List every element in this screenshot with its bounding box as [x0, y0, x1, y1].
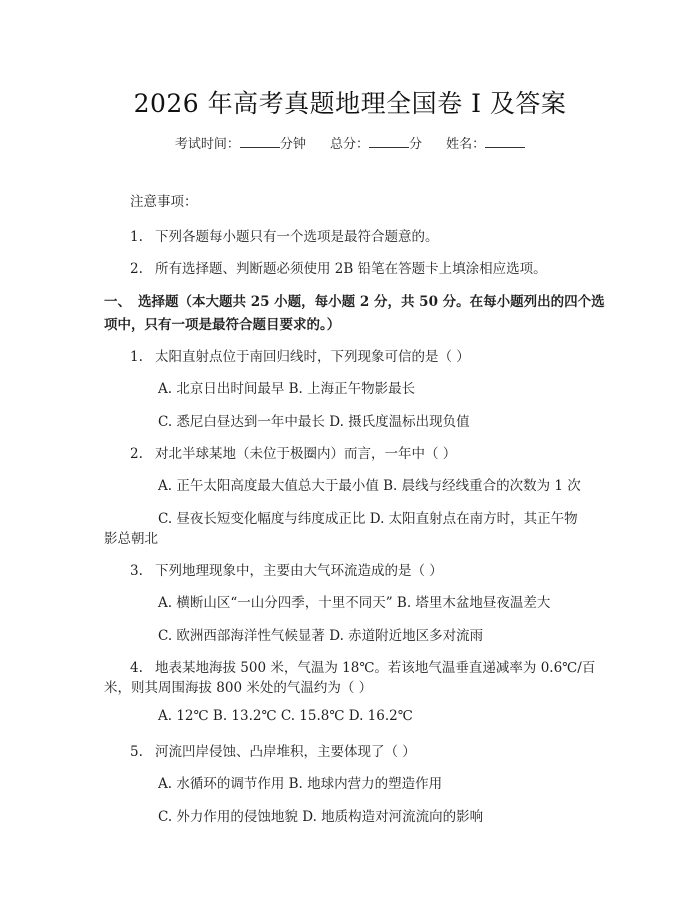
name-label: 姓名：	[446, 137, 486, 152]
name-field	[446, 137, 525, 152]
total-score-field	[330, 137, 422, 152]
exam-info-line	[0, 133, 700, 152]
question-stem: 2. 对北半球某地（未位于极圈内）而言，一年中（ ）	[130, 446, 457, 462]
question-options: 影总朝北	[104, 531, 158, 547]
question-options: A. 正午太阳高度最大值总大于最小值 B. 晨线与经线重合的次数为 1 次	[158, 478, 581, 494]
score-blank	[369, 136, 409, 148]
question-stem: 5. 河流凹岸侵蚀、凸岸堆积，主要体现了（ ）	[130, 744, 416, 760]
score-label: 总分：	[329, 137, 369, 152]
question-options: C. 欧洲西部海洋性气候显著 D. 赤道附近地区多对流雨	[158, 628, 484, 644]
question-options: C. 外力作用的侵蚀地貌 D. 地质构造对河流流向的影响	[158, 809, 484, 825]
question-options: A. 横断山区“一山分四季，十里不同天” B. 塔里木盆地昼夜温差大	[158, 595, 551, 611]
question-options: C. 昼夜长短变化幅度与纬度成正比 D. 太阳直射点在南方时，其正午物	[158, 511, 578, 527]
question-stem: 4. 地表某地海拔 500 米，气温为 18℃。若该地气温垂直递减率为 0.6℃/百	[130, 660, 596, 676]
question-stem: 3. 下列地理现象中，主要由大气环流造成的是（ ）	[130, 563, 443, 579]
question-stem: 1. 太阳直射点位于南回归线时，下列现象可信的是（ ）	[130, 349, 470, 365]
section-instructions: 选择题（本大题共 25 小题，每小题 2 分，共 50 分。在每小题列出的四个选	[138, 294, 605, 310]
notice-item: 2. 所有选择题、判断题必须使用 2B 铅笔在答题卡上填涂相应选项。	[130, 261, 547, 277]
time-label: 考试时间：	[174, 137, 240, 152]
question-options: C. 悉尼白昼达到一年中最长 D. 摄氏度温标出现负值	[158, 414, 470, 430]
time-unit: 分钟	[279, 137, 306, 152]
question-options: A. 水循环的调节作用 B. 地球内营力的塑造作用	[158, 776, 443, 792]
exam-time-field	[175, 137, 306, 152]
score-unit: 分	[409, 137, 423, 152]
section-index: 一、	[104, 294, 131, 310]
notice-item: 1. 下列各题每小题只有一个选项是最符合题意的。	[130, 229, 439, 245]
question-stem-cont: 米，则其周围海拔 800 米处的气温约为（ ）	[104, 680, 373, 696]
notice-heading: 注意事项：	[130, 194, 198, 210]
name-blank	[485, 136, 525, 148]
question-options: A. 北京日出时间最早 B. 上海正午物影最长	[158, 381, 416, 397]
section-heading	[104, 290, 605, 310]
page-title: 2026 年高考真题地理全国卷 I 及答案	[133, 89, 567, 118]
section-heading-cont: 项中，只有一项是最符合题目要求的。）	[104, 317, 341, 333]
question-options: A. 12℃ B. 13.2℃ C. 15.8℃ D. 16.2℃	[158, 708, 413, 724]
time-blank	[240, 136, 280, 148]
